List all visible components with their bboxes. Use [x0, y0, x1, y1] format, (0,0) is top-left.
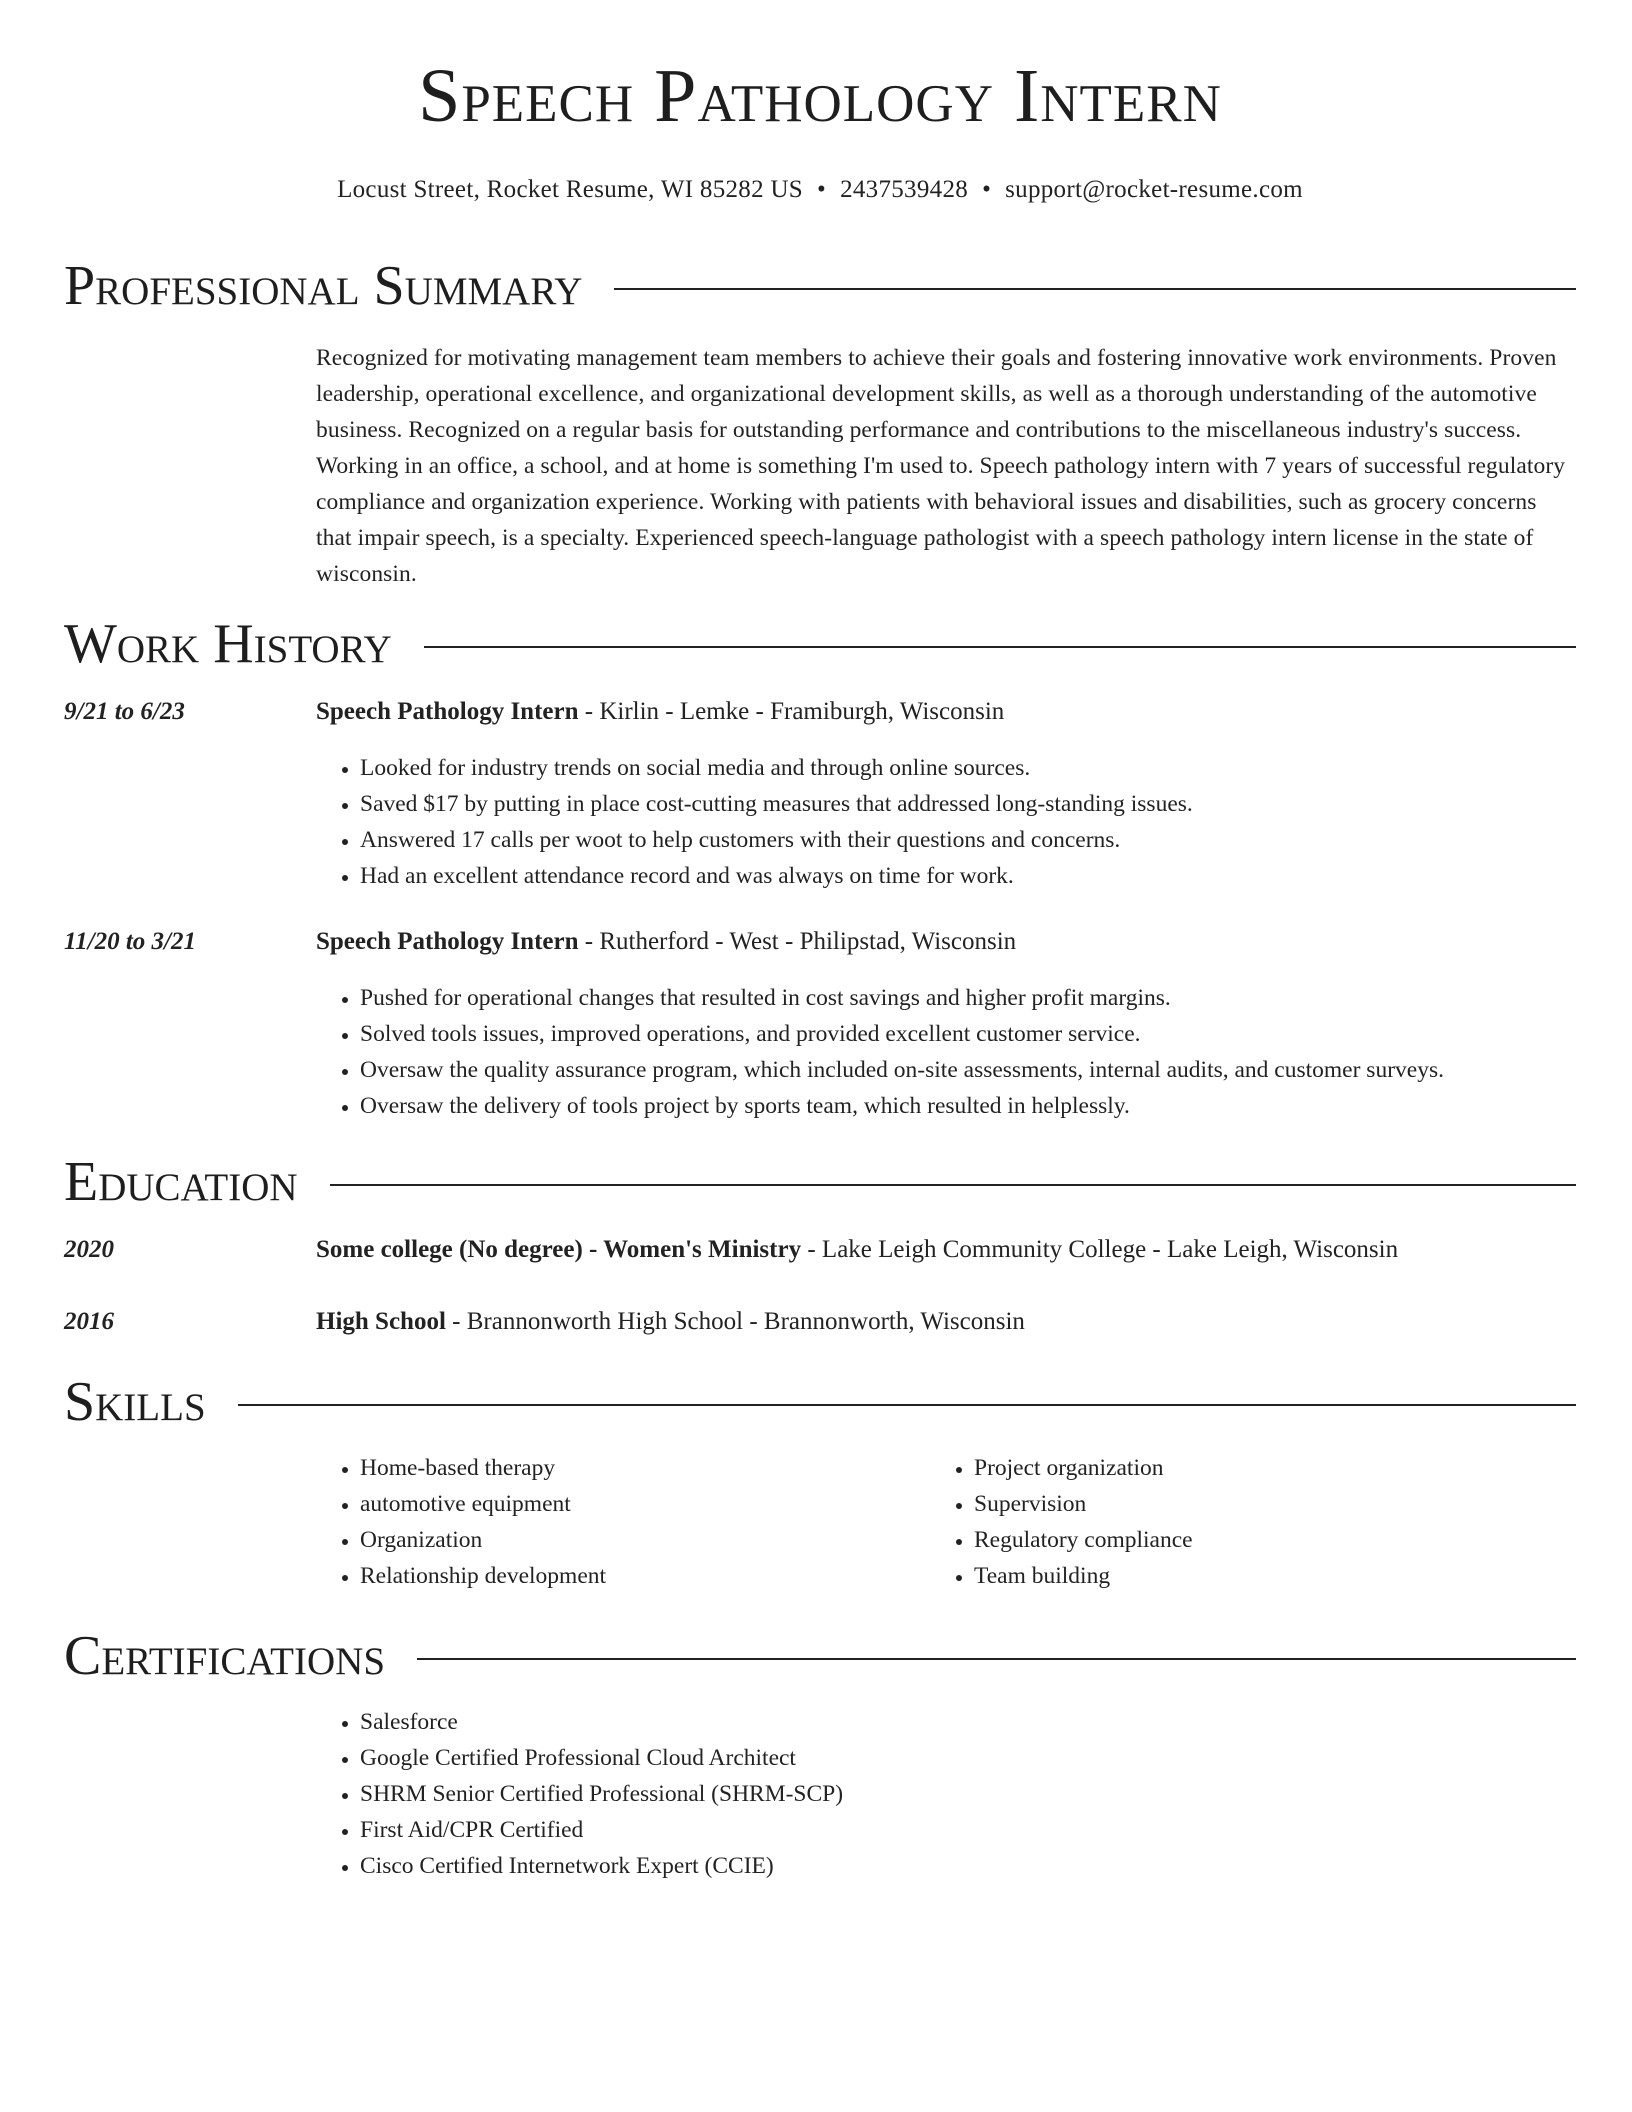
job-heading — [316, 928, 1016, 956]
skills-section-header — [64, 1372, 1576, 1432]
list-item: • Answered 17 calls per woot to help customers with their questions and concerns. — [360, 822, 1193, 858]
job-dates: 11/20 to 3/21 — [64, 928, 196, 955]
education-entry — [316, 1236, 1398, 1264]
skill-item: • Supervision — [974, 1486, 1193, 1522]
degree: High School — [316, 1308, 446, 1335]
section-divider — [614, 288, 1576, 290]
job-employer: - Kirlin - Lemke - Framiburgh, Wisconsin — [578, 698, 1005, 725]
list-item: • Pushed for operational changes that resulted in cost savings and higher profit margins. — [360, 980, 1444, 1016]
section-divider — [238, 1404, 1576, 1406]
list-item: • Oversaw the delivery of tools project by sports team, which resulted in helplessly. — [360, 1088, 1444, 1124]
job-bullet-list — [316, 750, 1193, 894]
certification-item: • Salesforce — [360, 1704, 843, 1740]
phone: 2437539428 — [840, 176, 969, 203]
summary-section-header — [64, 256, 1576, 316]
address: Locust Street, Rocket Resume, WI 85282 US — [337, 176, 803, 203]
education-section-header — [64, 1152, 1576, 1212]
list-item: • Oversaw the quality assurance program, which included on-site assessments, internal audits, and customer surveys. — [360, 1052, 1444, 1088]
skill-item: • Project organization — [974, 1450, 1193, 1486]
list-item: • Looked for industry trends on social media and through online sources. — [360, 750, 1193, 786]
education-year: 2020 — [64, 1236, 114, 1263]
education-year: 2016 — [64, 1308, 114, 1335]
certification-item: • Google Certified Professional Cloud Architect — [360, 1740, 843, 1776]
skill-item: • automotive equipment — [360, 1486, 606, 1522]
work-history-section-header — [64, 614, 1576, 674]
degree: Some college (No degree) - Women's Ministry — [316, 1236, 802, 1263]
school: - Lake Leigh Community College - Lake Leigh, Wisconsin — [801, 1236, 1399, 1263]
list-item: • Solved tools issues, improved operations, and provided excellent customer service. — [360, 1016, 1444, 1052]
job-title: Speech Pathology Intern — [316, 698, 579, 725]
job-employer: - Rutherford - West - Philipstad, Wisconsin — [578, 928, 1017, 955]
email-link[interactable]: support@rocket-resume.com — [1005, 176, 1303, 203]
section-divider — [330, 1184, 1576, 1186]
school: - Brannonworth High School - Brannonworth, Wisconsin — [445, 1308, 1025, 1335]
separator-dot: • — [982, 176, 992, 203]
certification-item: • SHRM Senior Certified Professional (SHRM-SCP) — [360, 1776, 843, 1812]
job-dates: 9/21 to 6/23 — [64, 698, 185, 725]
certification-item: • Cisco Certified Internetwork Expert (CCIE) — [360, 1848, 843, 1884]
skill-item: • Home-based therapy — [360, 1450, 606, 1486]
skill-item: • Regulatory compliance — [974, 1522, 1193, 1558]
section-title-work-history: Work History — [64, 613, 392, 675]
section-title-certifications: Certifications — [64, 1625, 386, 1687]
section-title-skills: Skills — [64, 1371, 206, 1433]
education-entry — [316, 1308, 1025, 1336]
skill-item: • Organization — [360, 1522, 606, 1558]
list-item: • Saved $17 by putting in place cost-cutting measures that addressed long-standing issues. — [360, 786, 1193, 822]
job-title: Speech Pathology Intern — [316, 928, 579, 955]
certification-item: • First Aid/CPR Certified — [360, 1812, 843, 1848]
contact-line — [64, 176, 1576, 204]
candidate-name: Speech Pathology Intern — [418, 54, 1222, 138]
section-title-education: Education — [64, 1151, 298, 1213]
certifications-section-header — [64, 1626, 1576, 1686]
skill-item: • Team building — [974, 1558, 1193, 1594]
separator-dot: • — [817, 176, 827, 203]
list-item: • Had an excellent attendance record and was always on time for work. — [360, 858, 1193, 894]
job-bullet-list — [316, 980, 1444, 1124]
certifications-list — [316, 1704, 843, 1884]
section-title-summary: Professional Summary — [64, 255, 583, 317]
skills-list-left — [316, 1450, 606, 1594]
section-divider — [417, 1658, 1576, 1660]
job-heading — [316, 698, 1004, 726]
skills-list-right — [930, 1450, 1193, 1594]
section-divider — [424, 646, 1576, 648]
summary-text: Recognized for motivating management team members to achieve their goals and fostering innovative work environments. Proven leadership, operational excellence, and organizational development skills, as well as a thorough understanding of the automotive business. Recognized on a regular basis for outstanding performance and contributions to the miscellaneous industry's success. Working in an office, a school, and at home is something I'm used to. Speech pathology intern with 7 years of successful regulatory compliance and organization experience. Working with patients with behavioral issues and disabilities, such as grocery concerns that impair speech, is a specialty. Experienced speech-language pathologist with a speech pathology intern license in the state of wisconsin. — [316, 345, 1566, 587]
skill-item: • Relationship development — [360, 1558, 606, 1594]
